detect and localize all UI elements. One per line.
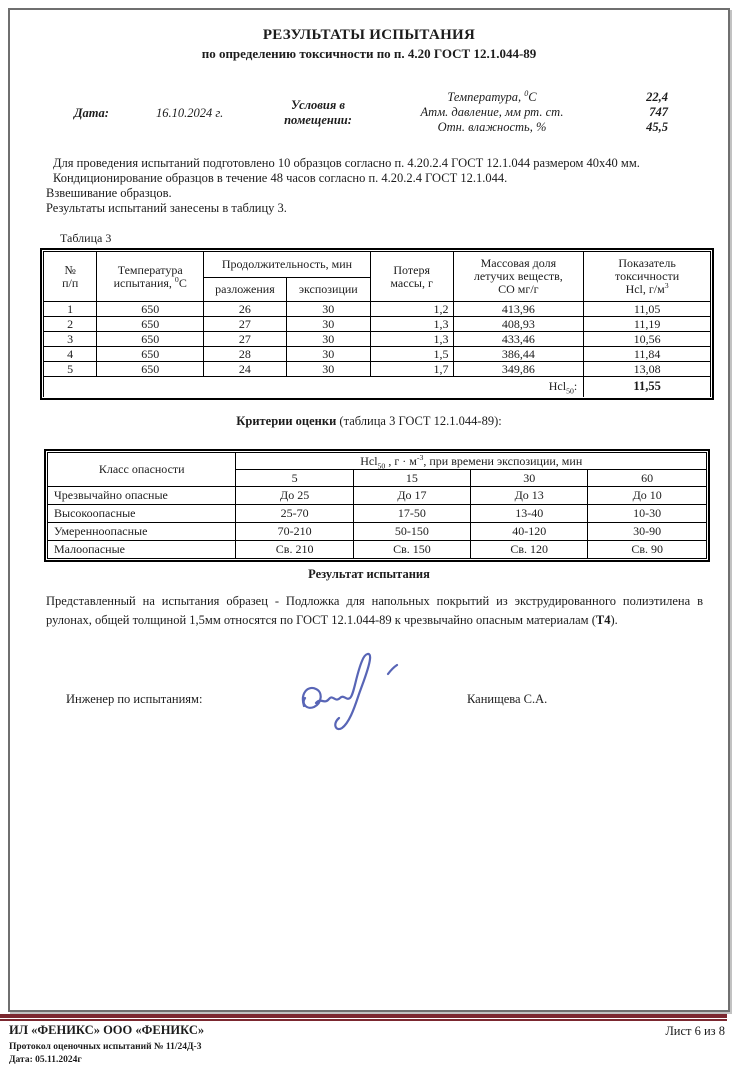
hazard-class: Малоопасные	[48, 541, 236, 559]
col-header-duration: Продолжительность, мин	[204, 252, 371, 278]
hdr-text: Массовая доля	[480, 256, 557, 270]
cell: 650	[97, 302, 204, 317]
criteria-row	[48, 487, 707, 505]
cell: 30	[286, 332, 370, 347]
intro-line: Взвешивание образцов.	[46, 186, 172, 200]
cell: 650	[97, 362, 204, 377]
cell: 5	[44, 362, 97, 377]
hdr-text: , г · м	[385, 453, 417, 468]
results-table-wrapper	[40, 248, 714, 400]
exposure-time-30: 30	[471, 470, 588, 487]
cell: 30	[286, 317, 370, 332]
hazard-class: Чрезвычайно опасные	[48, 487, 236, 505]
hcl50-label	[44, 377, 584, 397]
cell: Св. 120	[471, 541, 588, 559]
col-header-temperature	[97, 252, 204, 302]
conditions-table	[378, 90, 668, 135]
cell: 1,2	[370, 302, 453, 317]
table-row	[44, 362, 711, 377]
table-row	[44, 332, 711, 347]
col-header-num	[44, 252, 97, 302]
hdr-sup: 3	[664, 281, 669, 290]
col-header-volatiles	[453, 252, 584, 302]
table-footer-row	[44, 377, 711, 397]
cell: 28	[204, 347, 287, 362]
table-row	[44, 317, 711, 332]
condition-label	[378, 105, 606, 120]
result-heading: Результат испытания	[308, 567, 430, 581]
hcl50-sub: 50	[566, 386, 574, 396]
hdr-sub: 50	[377, 460, 386, 470]
cell: Св. 90	[588, 541, 707, 559]
criteria-class-header: Класс опасности	[48, 453, 236, 487]
engineer-name: Канищева С.А.	[467, 692, 548, 706]
table-row	[44, 347, 711, 362]
signature-autograph	[288, 646, 418, 742]
condition-value: 747	[649, 105, 668, 119]
cell: 30	[286, 347, 370, 362]
cell: 2	[44, 317, 97, 332]
cell: 30	[286, 302, 370, 317]
result-text-after: ).	[610, 613, 618, 627]
cell: 349,86	[453, 362, 584, 377]
cell: 4	[44, 347, 97, 362]
cell: 1,5	[370, 347, 453, 362]
cell: 70-210	[236, 523, 353, 541]
cell: 10-30	[588, 505, 707, 523]
sub-header-exposure: экспозиции	[286, 278, 370, 302]
condition-label-text: Температура,	[447, 90, 525, 104]
hdr-text: Потеря	[393, 262, 430, 277]
footer-protocol-number: Протокол оценочных испытаний № 11/24Д-3	[9, 1042, 202, 1052]
exposure-time-60: 60	[588, 470, 707, 487]
cell: 50-150	[353, 523, 470, 541]
criteria-heading-rest: (таблица 3 ГОСТ 12.1.044-89):	[336, 414, 502, 428]
cell: 413,96	[453, 302, 584, 317]
footer-divider-thin-bar	[0, 1019, 727, 1021]
page-subtitle: по определению токсичности по п. 4.20 ГОСТ 12.1.044-89	[201, 46, 537, 61]
footer-divider	[0, 1014, 727, 1021]
hazard-class: Умеренноопасные	[48, 523, 236, 541]
toxicity-class-code: Т4	[595, 613, 611, 627]
cell: 1	[44, 302, 97, 317]
engineer-role-label: Инженер по испытаниям:	[66, 692, 203, 706]
hcl50-value: 11,55	[584, 377, 711, 397]
cell: 11,19	[584, 317, 711, 332]
cell: 13,08	[584, 362, 711, 377]
criteria-row	[48, 505, 707, 523]
cell: 25-70	[236, 505, 353, 523]
criteria-row	[48, 541, 707, 559]
condition-label-text: Атм. давление, мм рт. ст.	[420, 105, 564, 119]
hdr-sup: -3	[416, 452, 424, 462]
cell: 3	[44, 332, 97, 347]
criteria-heading-bold: Критерии оценки	[236, 414, 337, 428]
exposure-time-5: 5	[236, 470, 353, 487]
cell: До 17	[353, 487, 470, 505]
cell: 650	[97, 347, 204, 362]
cell: 40-120	[471, 523, 588, 541]
cell: Св. 210	[236, 541, 353, 559]
results-table	[43, 251, 711, 397]
condition-row	[378, 120, 668, 135]
document-page	[8, 8, 730, 1012]
cell: Св. 150	[353, 541, 470, 559]
footer-page-number: Лист 6 из 8	[665, 1024, 725, 1038]
cell: До 10	[588, 487, 707, 505]
hazard-class: Высокоопасные	[48, 505, 236, 523]
cell: 13-40	[471, 505, 588, 523]
cell: 17-50	[353, 505, 470, 523]
cell: 1,3	[370, 332, 453, 347]
intro-paragraph	[46, 156, 698, 216]
col-header-toxicity	[584, 252, 711, 302]
cell: До 25	[236, 487, 353, 505]
condition-label-sup: 0	[524, 88, 529, 98]
criteria-table-wrapper	[44, 449, 710, 562]
page-title: РЕЗУЛЬТАТЫ ИСПЫТАНИЯ	[262, 27, 476, 43]
intro-line: Кондиционирование образцов в течение 48 часов согласно п. 4.20.2.4 ГОСТ 12.1.044.	[53, 171, 508, 185]
criteria-hcl-header	[236, 453, 707, 470]
condition-label-tail: С	[528, 90, 537, 104]
hdr-text: Hcl, г/м	[625, 282, 665, 296]
footer-organization: ИЛ «ФЕНИКС» ООО «ФЕНИКС»	[9, 1023, 205, 1037]
hdr-text: Показатель	[618, 256, 676, 270]
hdr-text: массы, г	[390, 275, 433, 290]
cell: 24	[204, 362, 287, 377]
result-paragraph	[46, 592, 703, 630]
criteria-row	[48, 523, 707, 541]
cell: До 13	[471, 487, 588, 505]
hdr-text: С	[178, 275, 187, 290]
intro-line: Для проведения испытаний подготовлено 10 образцов согласно п. 4.20.2.4 ГОСТ 12.1.044 размером 40х40 мм.	[53, 156, 640, 170]
hdr-text: токсичности	[615, 269, 680, 283]
criteria-heading	[10, 414, 728, 429]
condition-row	[378, 90, 668, 105]
cell: 1,7	[370, 362, 453, 377]
cell: 408,93	[453, 317, 584, 332]
hdr-text: СО мг/г	[498, 282, 539, 296]
date-value: 16.10.2024 г.	[156, 106, 224, 120]
room-conditions-label: Условия в помещении:	[284, 98, 352, 127]
col-header-mass-loss	[370, 252, 453, 302]
sub-header-decomposition: разложения	[204, 278, 287, 302]
hdr-sup: 0	[174, 274, 179, 284]
cell: 10,56	[584, 332, 711, 347]
hdr-text: , при времени экспозиции, мин	[423, 453, 583, 468]
title-block	[10, 27, 728, 62]
hdr-text: летучих веществ,	[473, 269, 563, 283]
table3-caption: Таблица 3	[60, 231, 112, 245]
cell: 386,44	[453, 347, 584, 362]
condition-label	[378, 90, 606, 105]
condition-value: 22,4	[646, 90, 668, 104]
condition-row	[378, 105, 668, 120]
result-text-before: Представленный на испытания образец - Подложка для напольных покрытий из экструдированного полиэтилена в рулонах, общей толщиной 1,5мм относятся по ГОСТ 12.1.044-89 к чрезвычайно опасным материалам (	[46, 594, 703, 627]
criteria-table	[47, 452, 707, 559]
cell: 30-90	[588, 523, 707, 541]
cell: 1,3	[370, 317, 453, 332]
cell: 11,84	[584, 347, 711, 362]
cell: 650	[97, 332, 204, 347]
exposure-time-15: 15	[353, 470, 470, 487]
hdr-text: №	[64, 262, 76, 277]
table-row	[44, 302, 711, 317]
cell: 30	[286, 362, 370, 377]
cell: 11,05	[584, 302, 711, 317]
hdr-text: Температура	[117, 262, 183, 277]
hcl50-colon: :	[573, 379, 578, 394]
hdr-text: п/п	[62, 275, 79, 290]
hdr-text: испытания,	[113, 275, 175, 290]
hcl50-text: Hcl	[548, 379, 567, 394]
footer-date: Дата: 05.11.2024г	[9, 1055, 82, 1065]
condition-value: 45,5	[646, 120, 668, 134]
cell: 26	[204, 302, 287, 317]
hdr-text: Hcl	[360, 453, 378, 468]
cell: 650	[97, 317, 204, 332]
date-label: Дата:	[74, 106, 109, 120]
condition-label-text: Отн. влажность, %	[437, 120, 547, 134]
condition-label	[378, 120, 606, 135]
cell: 27	[204, 317, 287, 332]
intro-line: Результаты испытаний занесены в таблицу 3.	[46, 201, 287, 215]
cell: 27	[204, 332, 287, 347]
cell: 433,46	[453, 332, 584, 347]
